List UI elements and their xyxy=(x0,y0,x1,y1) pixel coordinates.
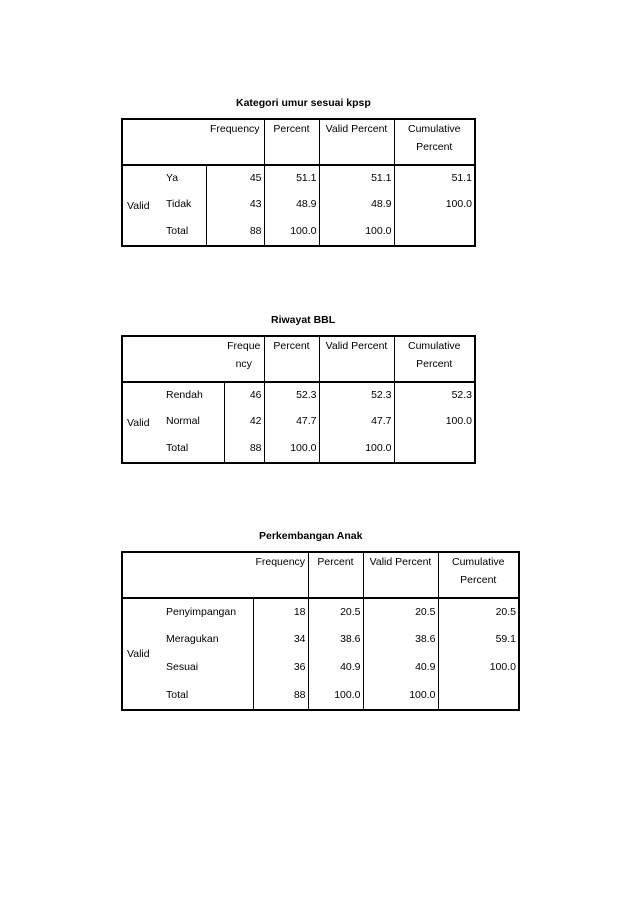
cell-valid-percent: 20.5 xyxy=(363,598,438,626)
cell-percent: 47.7 xyxy=(264,409,319,436)
cell-cumulative: 100.0 xyxy=(394,409,475,436)
header-cumulative-line2: Percent xyxy=(416,141,453,153)
row-label: Normal xyxy=(166,415,200,427)
table-row xyxy=(122,219,475,246)
table-row xyxy=(122,165,475,192)
cell-cumulative: 20.5 xyxy=(438,598,519,626)
frequency-table xyxy=(121,551,520,711)
header-blank xyxy=(122,336,224,382)
cell-frequency: 88 xyxy=(253,682,308,710)
cell-cumulative xyxy=(394,436,475,463)
row-label: Penyimpangan xyxy=(166,606,237,618)
cell-cumulative: 100.0 xyxy=(438,654,519,682)
cell-frequency: 46 xyxy=(224,382,264,409)
cell-cumulative: 59.1 xyxy=(438,626,519,654)
cell-valid-percent: 40.9 xyxy=(363,654,438,682)
cell-frequency: 36 xyxy=(253,654,308,682)
header-frequency: Frequency xyxy=(209,123,260,135)
header-percent: Percent xyxy=(308,552,363,598)
cell-percent: 100.0 xyxy=(264,436,319,463)
cell-valid-percent: 52.3 xyxy=(319,382,394,409)
cell-frequency: 42 xyxy=(224,409,264,436)
cell-frequency: 45 xyxy=(206,165,264,192)
cell-percent: 100.0 xyxy=(308,682,363,710)
cell-percent: 52.3 xyxy=(264,382,319,409)
cell-cumulative xyxy=(394,219,475,246)
header-cumulative xyxy=(394,336,475,382)
header-frequency xyxy=(224,336,264,382)
group-label: Valid xyxy=(127,416,150,429)
group-label: Valid xyxy=(127,648,150,660)
row-label: Meragukan xyxy=(166,633,219,645)
header-valid-percent: Valid Percent xyxy=(319,336,394,382)
cell-frequency: 18 xyxy=(253,598,308,626)
header-cumulative xyxy=(394,119,475,165)
cell-percent: 40.9 xyxy=(308,654,363,682)
header-cumulative xyxy=(438,552,519,598)
table-row xyxy=(122,409,475,436)
header-valid-percent: Valid Percent xyxy=(319,119,394,165)
row-label: Total xyxy=(166,442,189,454)
row-label: Ya xyxy=(166,172,179,184)
header-blank xyxy=(122,119,206,165)
cell-cumulative xyxy=(438,682,519,710)
header-percent: Percent xyxy=(264,336,319,382)
table-row xyxy=(122,382,475,409)
table-row xyxy=(122,192,475,219)
table-title: Perkembangan Anak xyxy=(259,530,363,542)
header-cumulative-line1: Cumulative xyxy=(407,123,461,135)
header-valid-percent: Valid Percent xyxy=(363,552,438,598)
row-label: Rendah xyxy=(166,389,203,401)
table-row xyxy=(122,598,519,626)
cell-cumulative: 51.1 xyxy=(394,165,475,192)
row-label: Total xyxy=(166,689,189,701)
header-cumulative-line2: Percent xyxy=(416,358,453,370)
table-row xyxy=(122,682,519,710)
table-row xyxy=(122,626,519,654)
cell-valid-percent: 100.0 xyxy=(319,436,394,463)
group-label: Valid xyxy=(127,199,150,212)
cell-frequency: 34 xyxy=(253,626,308,654)
cell-valid-percent: 100.0 xyxy=(363,682,438,710)
cell-percent: 38.6 xyxy=(308,626,363,654)
cell-valid-percent: 38.6 xyxy=(363,626,438,654)
cell-cumulative: 100.0 xyxy=(394,192,475,219)
row-label: Tidak xyxy=(166,198,192,210)
frequency-table xyxy=(121,118,476,247)
cell-valid-percent: 47.7 xyxy=(319,409,394,436)
header-frequency-line2: ncy xyxy=(235,358,252,370)
cell-frequency: 43 xyxy=(206,192,264,219)
cell-valid-percent: 51.1 xyxy=(319,165,394,192)
header-cumulative-line2: Percent xyxy=(460,574,497,586)
header-percent: Percent xyxy=(264,119,319,165)
header-row xyxy=(122,552,519,598)
frequency-table xyxy=(121,335,476,464)
header-cumulative-line1: Cumulative xyxy=(407,340,461,352)
header-frequency-line1: Freque xyxy=(227,340,261,352)
cell-cumulative: 52.3 xyxy=(394,382,475,409)
cell-frequency: 88 xyxy=(224,436,264,463)
cell-percent: 51.1 xyxy=(264,165,319,192)
table-row xyxy=(122,654,519,682)
row-label: Sesuai xyxy=(166,661,199,673)
table-title: Riwayat BBL xyxy=(271,314,336,326)
row-label: Total xyxy=(166,225,189,237)
cell-percent: 20.5 xyxy=(308,598,363,626)
cell-percent: 48.9 xyxy=(264,192,319,219)
table-row xyxy=(122,436,475,463)
header-blank xyxy=(122,552,253,598)
header-frequency: Frequency xyxy=(255,556,306,568)
header-cumulative-line1: Cumulative xyxy=(451,556,505,568)
cell-frequency: 88 xyxy=(206,219,264,246)
table-title: Kategori umur sesuai kpsp xyxy=(236,97,371,109)
cell-valid-percent: 48.9 xyxy=(319,192,394,219)
cell-valid-percent: 100.0 xyxy=(319,219,394,246)
cell-percent: 100.0 xyxy=(264,219,319,246)
header-row xyxy=(122,336,475,382)
header-row xyxy=(122,119,475,165)
